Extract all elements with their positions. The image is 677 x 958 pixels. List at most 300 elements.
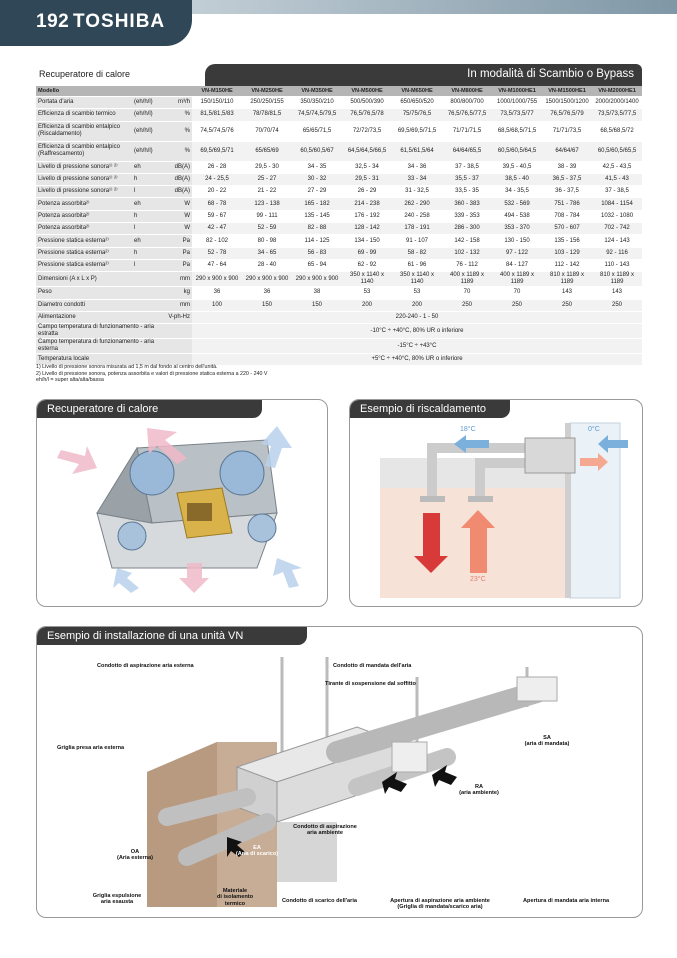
row-sub: eh — [132, 235, 164, 247]
table-cell: -15°C ÷ +43°C — [192, 339, 642, 354]
table-cell: 38,5 - 40 — [492, 173, 542, 185]
spec-table — [36, 86, 642, 366]
table-cell: 150 — [242, 299, 292, 311]
table-cell: 47 - 64 — [192, 259, 242, 271]
table-cell: 1032 - 1080 — [592, 210, 642, 222]
row-label: Alimentazione — [36, 311, 164, 323]
label-oa-sub: (Aria esterna) — [116, 855, 154, 862]
row-label: Campo temperatura di funzionamento - aria esterna — [36, 339, 164, 354]
row-label: Livello di pressione sonora¹⁾ ²⁾ — [36, 161, 132, 173]
panel-title: Recuperatore di calore — [37, 400, 262, 418]
table-cell: 250 — [592, 299, 642, 311]
table-cell: 34 - 65 — [242, 247, 292, 259]
table-cell: 70 — [492, 287, 542, 299]
row-unit — [164, 339, 192, 354]
outdoor-wall — [570, 423, 620, 598]
table-cell: 350/350/210 — [292, 97, 342, 109]
row-unit: Pa — [164, 247, 192, 259]
row-label: Pressione statica esterna²⁾ — [36, 247, 132, 259]
table-cell: 110 - 143 — [592, 259, 642, 271]
label-oa — [105, 849, 165, 862]
table-cell: 250 — [542, 299, 592, 311]
label-condotto-scarico: Condotto di scarico dell'aria — [282, 898, 357, 904]
table-cell: 61,5/61,5/64 — [392, 141, 442, 161]
table-cell: 350 x 1140 x 1140 — [342, 272, 392, 287]
table-cell: 250 — [442, 299, 492, 311]
table-cell: 134 - 150 — [342, 235, 392, 247]
table-cell: 60,5/60,5/67 — [292, 141, 342, 161]
table-cell: 32,5 - 34 — [342, 161, 392, 173]
table-header-cell: VN-M250HE — [242, 86, 292, 97]
label-sa — [517, 735, 577, 748]
label-materiale — [205, 888, 265, 907]
row-sub — [132, 299, 164, 311]
table-cell: 34 - 35 — [292, 161, 342, 173]
row-unit: dB(A) — [164, 186, 192, 198]
table-cell: 290 x 900 x 900 — [192, 272, 242, 287]
panel-riscaldamento — [349, 399, 643, 607]
page-number: 192 — [36, 11, 70, 32]
table-cell: 123 - 138 — [242, 198, 292, 210]
table-header-cell: VN-M650HE — [392, 86, 442, 97]
table-mode-bar — [205, 64, 642, 86]
label-apertura-aspirazione — [385, 898, 495, 911]
table-cell: 200 — [392, 299, 442, 311]
label-ra — [449, 784, 509, 797]
fan-right — [220, 451, 264, 495]
table-header-cell: VN-M350HE — [292, 86, 342, 97]
installazione-illustration — [37, 647, 642, 917]
table-header-cell: VN-M2000HE1 — [592, 86, 642, 97]
table-header-cell: VN-M800HE — [442, 86, 492, 97]
row-sub — [132, 272, 164, 287]
riscaldamento-illustration — [350, 418, 642, 604]
table-row — [36, 173, 642, 185]
row-label: Livello di pressione sonora¹⁾ ²⁾ — [36, 173, 132, 185]
table-row — [36, 259, 642, 271]
row-label: Potenza assorbita²⁾ — [36, 198, 132, 210]
label-condotto-mandata: Condotto di mandata dell'aria — [333, 663, 412, 669]
panel-recuperatore — [36, 399, 328, 607]
label-griglia-espulsione — [82, 893, 152, 906]
table-cell: 56 - 83 — [292, 247, 342, 259]
row-label: Efficienza di scambio entalpico (Riscaldamento) — [36, 121, 132, 141]
row-label: Dimensioni (A x L x P) — [36, 272, 132, 287]
table-cell: 59 - 67 — [192, 210, 242, 222]
table-cell: 353 - 370 — [492, 223, 542, 235]
table-cell: 73,5/73,5/77,5 — [592, 109, 642, 121]
panel-title: Esempio di riscaldamento — [350, 400, 510, 418]
table-cell: 69,5/69,5/71,5 — [392, 121, 442, 141]
return-grille — [392, 742, 427, 772]
table-cell: 62 - 92 — [342, 259, 392, 271]
table-cell: 200 — [342, 299, 392, 311]
table-cell: 29,5 - 31 — [342, 173, 392, 185]
table-cell: 214 - 238 — [342, 198, 392, 210]
row-label: Potenza assorbita²⁾ — [36, 223, 132, 235]
table-cell: 20 - 22 — [192, 186, 242, 198]
table-cell: 36 — [242, 287, 292, 299]
row-label: Potenza assorbita²⁾ — [36, 210, 132, 222]
table-cell: 31 - 32,5 — [392, 186, 442, 198]
table-cell: 494 - 538 — [492, 210, 542, 222]
table-cell: 81,5/81,5/83 — [192, 109, 242, 121]
table-cell: 1000/1000/755 — [492, 97, 542, 109]
table-cell: 65/65/71,5 — [292, 121, 342, 141]
arrow-blue-out — [273, 558, 302, 588]
supply-duct — [337, 692, 537, 752]
table-notes — [36, 364, 267, 384]
label-line: aria ambiente — [306, 830, 344, 837]
row-unit: % — [164, 141, 192, 161]
table-mode-title: In modalità di Scambio o Bypass — [467, 68, 634, 80]
table-row — [36, 109, 642, 121]
table-cell: 36 — [192, 287, 242, 299]
table-cell: 73,5/73,5/77 — [492, 109, 542, 121]
table-cell: 650/650/520 — [392, 97, 442, 109]
row-unit: W — [164, 210, 192, 222]
row-label: Efficienza di scambio entalpico (Raffrescamento) — [36, 141, 132, 161]
table-cell: 29,5 - 30 — [242, 161, 292, 173]
table-cell: 112 - 142 — [542, 259, 592, 271]
label-ea-sub: (Aria di scarico) — [235, 851, 279, 858]
table-cell: 165 - 182 — [292, 198, 342, 210]
table-cell: 262 - 290 — [392, 198, 442, 210]
row-sub: eh — [132, 198, 164, 210]
table-cell: 71/71/71,5 — [442, 121, 492, 141]
row-unit: dB(A) — [164, 173, 192, 185]
table-cell: 76,5/76,5/79 — [542, 109, 592, 121]
table-cell: 97 - 122 — [492, 247, 542, 259]
label-line: aria esausta — [100, 899, 134, 906]
table-cell: 76 - 112 — [442, 259, 492, 271]
table-cell: 400 x 1189 x 1189 — [442, 272, 492, 287]
table-row — [36, 299, 642, 311]
table-cell: 103 - 129 — [542, 247, 592, 259]
table-cell: 102 - 132 — [442, 247, 492, 259]
table-cell: +5°C ÷ +40°C, 80% UR o inferiore — [192, 354, 642, 366]
table-header-cell: VN-M500HE — [342, 86, 392, 97]
row-unit: W — [164, 198, 192, 210]
row-unit: mm — [164, 299, 192, 311]
row-sub: l — [132, 186, 164, 198]
table-cell: 1084 - 1154 — [592, 198, 642, 210]
table-cell: 360 - 383 — [442, 198, 492, 210]
table-cell: 36 - 37,5 — [542, 186, 592, 198]
label-apertura-mandata: Apertura di mandata aria interna — [523, 898, 610, 904]
row-label: Livello di pressione sonora¹⁾ ²⁾ — [36, 186, 132, 198]
table-cell: 1500/1500/1200 — [542, 97, 592, 109]
row-label: Portata d'aria — [36, 97, 132, 109]
table-cell: 52 - 59 — [242, 223, 292, 235]
label-condotto-aspirazione-ambiente — [285, 824, 365, 837]
table-cell: 290 x 900 x 900 — [242, 272, 292, 287]
label-line: Materiale — [222, 888, 248, 894]
recuperatore-illustration — [37, 418, 327, 604]
table-cell: 810 x 1189 x 1189 — [542, 272, 592, 287]
table-cell: 68,5/68,5/71,5 — [492, 121, 542, 141]
table-row — [36, 210, 642, 222]
table-cell: 82 - 88 — [292, 223, 342, 235]
table-row — [36, 311, 642, 323]
brand-logo: TOSHIBA — [73, 11, 166, 32]
table-cell: 570 - 607 — [542, 223, 592, 235]
table-cell: 751 - 786 — [542, 198, 592, 210]
temp-outdoor: 0°C — [588, 426, 600, 433]
table-cell: 68,5/68,5/72 — [592, 121, 642, 141]
table-section-label: Recuperatore di calore — [39, 69, 131, 79]
table-cell: 150/150/110 — [192, 97, 242, 109]
table-cell: 34 - 35,5 — [492, 186, 542, 198]
row-unit: % — [164, 121, 192, 141]
table-cell: 135 - 156 — [542, 235, 592, 247]
label-sa-title: SA — [543, 735, 551, 741]
fan-bottom-left — [118, 522, 146, 550]
table-cell: 150 — [292, 299, 342, 311]
row-unit: Pa — [164, 259, 192, 271]
row-sub: l — [132, 259, 164, 271]
table-cell: 500/500/390 — [342, 97, 392, 109]
table-cell: 64/64/67 — [542, 141, 592, 161]
table-header-cell: VN-M150HE — [192, 86, 242, 97]
note-line: 2) Livello di pressione sonora, potenza assorbita e valori di pressione statica esterna a 220 - 240 V — [36, 370, 268, 377]
table-cell: 240 - 258 — [392, 210, 442, 222]
temp-indoor-bottom: 23°C — [470, 576, 486, 583]
table-row — [36, 247, 642, 259]
table-cell: 532 - 569 — [492, 198, 542, 210]
table-cell: 64/64/65,5 — [442, 141, 492, 161]
table-row — [36, 324, 642, 339]
table-cell: 702 - 742 — [592, 223, 642, 235]
row-unit: V-ph-Hz — [164, 311, 192, 323]
table-cell: 42,5 - 43,5 — [592, 161, 642, 173]
table-cell: 24 - 25,5 — [192, 173, 242, 185]
table-cell: 84 - 127 — [492, 259, 542, 271]
table-row — [36, 121, 642, 141]
row-label: Pressione statica esterna²⁾ — [36, 259, 132, 271]
table-cell: 128 - 142 — [342, 223, 392, 235]
table-row — [36, 339, 642, 354]
table-cell: 76,5/76,5/77,5 — [442, 109, 492, 121]
motor — [187, 503, 212, 521]
table-cell: 286 - 300 — [442, 223, 492, 235]
note-line: 1) Livello di pressione sonora misurata ad 1,5 m dal fondo al centro dell'unità. — [36, 364, 218, 370]
row-sub: h — [132, 210, 164, 222]
arrow-pink-out — [57, 446, 97, 474]
table-cell: 250/250/155 — [242, 97, 292, 109]
label-line: di isolamento — [216, 894, 254, 901]
label-line: Apertura di aspirazione aria ambiente — [390, 898, 490, 904]
table-cell: 37 - 38,5 — [442, 161, 492, 173]
table-cell: 76,5/76,5/78 — [342, 109, 392, 121]
table-cell: 708 - 784 — [542, 210, 592, 222]
table-cell: 99 - 111 — [242, 210, 292, 222]
table-cell: 142 - 158 — [442, 235, 492, 247]
ceiling-grille-right — [468, 496, 493, 502]
header-gradient-bar — [150, 0, 677, 14]
table-cell: 2000/2000/1400 — [592, 97, 642, 109]
label-condotto-aspirazione-esterna: Condotto di aspirazione aria esterna — [97, 663, 194, 669]
table-cell: 350 x 1140 x 1140 — [392, 272, 442, 287]
table-cell: 178 - 191 — [392, 223, 442, 235]
row-sub: (eh/h/l) — [132, 109, 164, 121]
row-sub: l — [132, 223, 164, 235]
table-cell: 114 - 125 — [292, 235, 342, 247]
table-cell: 71/71/73,5 — [542, 121, 592, 141]
table-cell: 38 - 39 — [542, 161, 592, 173]
label-oa-title: OA — [130, 849, 140, 855]
row-sub: h — [132, 173, 164, 185]
table-header-row — [36, 86, 642, 97]
table-cell: 26 - 28 — [192, 161, 242, 173]
panel-title: Esempio di installazione di una unità VN — [37, 627, 307, 645]
label-sa-sub: (aria di mandata) — [524, 741, 570, 748]
row-unit: W — [164, 223, 192, 235]
table-cell: 34 - 36 — [392, 161, 442, 173]
row-unit: Pa — [164, 235, 192, 247]
row-sub: (eh/h/l) — [132, 141, 164, 161]
label-line: termico — [224, 900, 246, 907]
fan-bottom-right — [248, 514, 276, 542]
table-row — [36, 235, 642, 247]
table-cell: 75/75/76,5 — [392, 109, 442, 121]
table-cell: 42 - 47 — [192, 223, 242, 235]
table-cell: 33,5 - 35 — [442, 186, 492, 198]
table-row — [36, 223, 642, 235]
table-row — [36, 141, 642, 161]
table-cell: 70/70/74 — [242, 121, 292, 141]
table-cell: 74,5/74,5/76 — [192, 121, 242, 141]
table-cell: 68 - 78 — [192, 198, 242, 210]
table-cell: 143 — [592, 287, 642, 299]
table-cell: 92 - 116 — [592, 247, 642, 259]
table-cell: 26 - 29 — [342, 186, 392, 198]
table-cell: 290 x 900 x 900 — [292, 272, 342, 287]
table-cell: 70 — [442, 287, 492, 299]
label-line: Griglia espulsione — [92, 893, 142, 899]
table-cell: 60,5/60,5/65,5 — [592, 141, 642, 161]
table-cell: 74,5/74,5/79,5 — [292, 109, 342, 121]
table-cell: 400 x 1189 x 1189 — [492, 272, 542, 287]
table-cell: 143 — [542, 287, 592, 299]
row-label: Peso — [36, 287, 132, 299]
table-cell: 53 — [392, 287, 442, 299]
label-griglia-presa: Griglia presa aria esterna — [57, 745, 125, 751]
table-cell: 124 - 143 — [592, 235, 642, 247]
table-cell: 35,5 - 37 — [442, 173, 492, 185]
table-cell: 220-240 - 1 - 50 — [192, 311, 642, 323]
ceiling-grille-left — [420, 496, 445, 502]
table-cell: 37 - 38,5 — [592, 186, 642, 198]
table-cell: 80 - 98 — [242, 235, 292, 247]
row-label: Temperatura locale — [36, 354, 164, 366]
table-cell: 33 - 34 — [392, 173, 442, 185]
label-ea-title: EA — [253, 845, 261, 851]
table-cell: 65/65/69 — [242, 141, 292, 161]
row-unit: mm — [164, 272, 192, 287]
row-unit: kg — [164, 287, 192, 299]
table-cell: 72/72/73,5 — [342, 121, 392, 141]
row-sub: h — [132, 247, 164, 259]
row-unit: % — [164, 109, 192, 121]
table-cell: 52 - 78 — [192, 247, 242, 259]
row-label: Efficienza di scambio termico — [36, 109, 132, 121]
table-cell: 28 - 40 — [242, 259, 292, 271]
row-label: Diametro condotti — [36, 299, 132, 311]
label-line: (Griglia di mandata/scarico aria) — [397, 904, 483, 911]
row-sub: eh — [132, 161, 164, 173]
table-cell: 69 - 99 — [342, 247, 392, 259]
table-row — [36, 287, 642, 299]
table-cell: -10°C ÷ +40°C, 80% UR o inferiore — [192, 324, 642, 339]
wall-face — [147, 742, 217, 907]
table-row — [36, 161, 642, 173]
fan-left — [130, 451, 174, 495]
table-cell: 36,5 - 37,5 — [542, 173, 592, 185]
table-cell: 60,5/60,5/64,5 — [492, 141, 542, 161]
table-cell: 800/800/700 — [442, 97, 492, 109]
note-line: eh/h/l = super alta/alta/bassa — [36, 377, 104, 383]
table-cell: 38 — [292, 287, 342, 299]
label-tirante: Tirante di sospensione dal soffitto — [325, 681, 416, 687]
table-cell: 58 - 82 — [392, 247, 442, 259]
supply-diffuser — [517, 677, 557, 701]
label-ra-sub: (aria ambiente) — [459, 790, 499, 797]
table-cell: 339 - 353 — [442, 210, 492, 222]
table-cell: 61 - 96 — [392, 259, 442, 271]
row-unit — [164, 324, 192, 339]
table-row — [36, 198, 642, 210]
table-cell: 64,5/64,5/66,5 — [342, 141, 392, 161]
table-cell: 135 - 145 — [292, 210, 342, 222]
table-cell: 69,5/69,5/71 — [192, 141, 242, 161]
row-label: Campo temperatura di funzionamento - aria estratta — [36, 324, 164, 339]
row-unit: m³/h — [164, 97, 192, 109]
table-cell: 250 — [492, 299, 542, 311]
table-cell: 130 - 150 — [492, 235, 542, 247]
label-line: Condotto di aspirazione — [293, 824, 357, 830]
arrow-blue-down — [113, 568, 139, 593]
row-sub: (eh/h/l) — [132, 121, 164, 141]
table-cell: 27 - 29 — [292, 186, 342, 198]
table-cell: 53 — [342, 287, 392, 299]
row-sub — [132, 287, 164, 299]
vn-unit — [525, 438, 575, 473]
table-header-cell: VN-M1000HE1 — [492, 86, 542, 97]
label-ra-title: RA — [474, 784, 484, 790]
row-unit: dB(A) — [164, 161, 192, 173]
table-row — [36, 272, 642, 287]
table-cell: 39,5 - 40,5 — [492, 161, 542, 173]
table-row — [36, 97, 642, 109]
label-ea — [229, 845, 285, 858]
table-cell: 25 - 27 — [242, 173, 292, 185]
table-cell: 100 — [192, 299, 242, 311]
table-header-cell: Modello — [36, 86, 192, 97]
row-label: Pressione statica esterna²⁾ — [36, 235, 132, 247]
table-header-cell: VN-M1500HE1 — [542, 86, 592, 97]
table-cell: 91 - 107 — [392, 235, 442, 247]
panel-installazione — [36, 626, 643, 918]
table-cell: 65 - 94 — [292, 259, 342, 271]
table-row — [36, 186, 642, 198]
table-cell: 810 x 1189 x 1189 — [592, 272, 642, 287]
table-cell: 78/78/81,5 — [242, 109, 292, 121]
table-cell: 41,5 - 43 — [592, 173, 642, 185]
temp-indoor-top: 18°C — [460, 426, 476, 433]
row-sub: (eh/h/l) — [132, 97, 164, 109]
table-cell: 30 - 32 — [292, 173, 342, 185]
